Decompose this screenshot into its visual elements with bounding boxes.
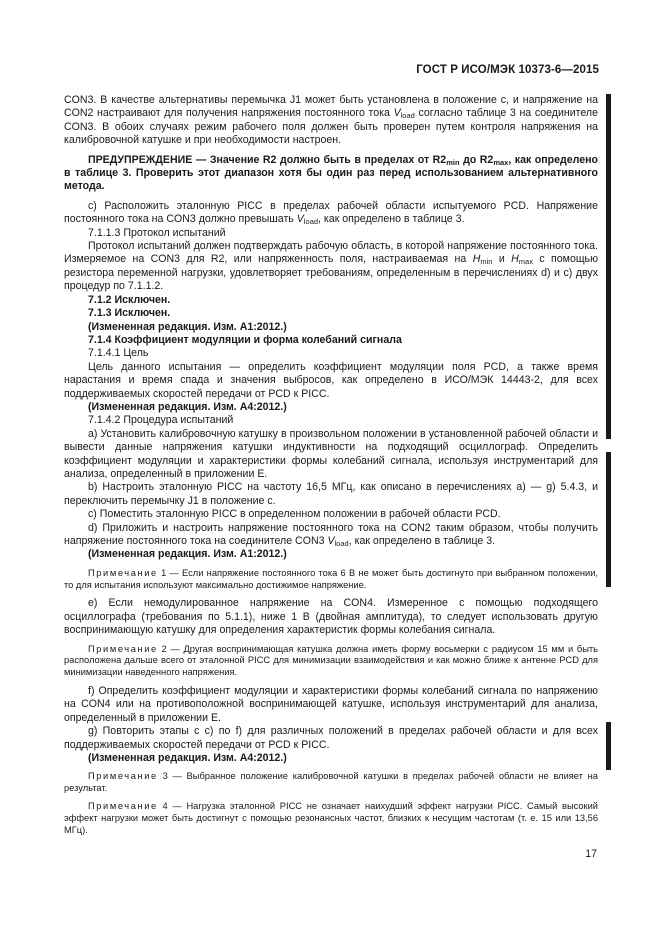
standard-header: ГОСТ Р ИСО/МЭК 10373-6—2015: [416, 64, 599, 76]
step-f: f) Определить коэффициент модуляции и характеристики формы колебаний сигнала по напряжению на CON4 или на противоположной воспринимающей катушке, используя инструментарий для анализа, определенный в приложении E.: [64, 685, 598, 724]
step-b: b) Настроить эталонную PICC на частоту 16,5 МГц, как описано в перечислениях a) — g) 5.4.3, и переключить перемычку J1 в положение c.: [64, 481, 598, 507]
warning-paragraph: ПРЕДУПРЕЖДЕНИЕ — Значение R2 должно быть в пределах от $R2_{min}$ до $R2_{max}$, как определено в таблице 3. Проверить этот диапазон хотя бы один раз перед использованием альтернативного метода.: [64, 153, 598, 193]
section-7141-heading: 7.1.4.1 Цель: [88, 347, 149, 360]
step-c2: c) Поместить эталонную PICC в определенном положении в рабочей области PCD.: [88, 508, 501, 521]
note-2: Примечание 2 — Другая воспринимающая катушка должна иметь форму восьмерки с радиусом 15 мм и быть расположена дальше всего от эталонной PICC для минимизации взаимодействия и как можно ближе к антенне PCD для минимизации наведенного напряжения.: [64, 643, 598, 678]
note-1: Примечание 1 — Если напряжение постоянного тока 6 В не может быть достигнуто при выбранном положении, то для испытания используют максимально достижимое напряжение.: [64, 567, 598, 590]
paragraph-con3: CON3. В качестве альтернативы перемычка J1 может быть установлена в положение c, и напряжение на CON2 настраивают для получения напряжения постоянного тока $V_{load}$ согласно таблице 3 на соединителе CON3. В обоих случаях режим рабочего поля должен быть проверен путем контроля напряжения на калибровочной катушке и при необходимости настроен.: [64, 94, 599, 147]
goal-paragraph: Цель данного испытания — определить коэффициент модуляции поля PCD, а также время нарастания и время спада и значения выбросов, как определено в ИСО/МЭК 14443-2, для всех поддерживаемых скоростей передачи от PCD к PICC.: [64, 360, 598, 400]
section-7113-heading: 7.1.1.3 Протокол испытаний: [88, 226, 226, 239]
change-bar: [606, 452, 611, 587]
step-c: c) Расположить эталонную PICC в пределах рабочей области испытуемого PCD. Напряжение постоянного тока на CON3 должно превышать $V_{load}$, как определено в таблице 3.: [64, 199, 598, 227]
document-body: [64, 94, 598, 836]
section-713-heading: 7.1.3 Исключен.: [88, 307, 171, 320]
section-714-heading: 7.1.4 Коэффициент модуляции и форма колебаний сигнала: [88, 333, 402, 346]
section-712-heading: 7.1.2 Исключен.: [88, 293, 171, 306]
note-4: Примечание 4 — Нагрузка эталонной PICC не означает наихудший эффект нагрузки PICC. Самый высокий эффект нагрузки может быть достигнут с помощью резонансных частот, близких к несущим частотам (т. е. 15 или 13,56 МГц).: [64, 801, 599, 835]
step-e: e) Если немодулированное напряжение на CON4. Измеренное с помощью подходящего осциллографа (требования по 5.1.1), ниже 1 В (двойная амплитуда), то следует использовать другую воспринимающую катушку для определения характеристик формы колебания сигнала.: [64, 597, 598, 637]
step-d: d) Приложить и настроить напряжение постоянного тока на CON2 таким образом, чтобы получить напряжение постоянного тока на соединителе CON3 $V_{load}$, как определено в таблице 3.: [64, 521, 598, 548]
step-g: g) Повторить этапы с c) по f) для различных положений в пределах рабочей области и для всех поддерживаемых скоростей передачи от PCD к PICC.: [64, 725, 598, 751]
change-bar: [606, 722, 611, 770]
change-bar: [606, 94, 611, 439]
page-number: 17: [585, 848, 597, 860]
section-7142-heading: 7.1.4.2 Процедура испытаний: [88, 414, 234, 427]
amendment-note: (Измененная редакция. Изм. А1:2012.): [88, 548, 287, 561]
amendment-note: (Измененная редакция. Изм. А4:2012.): [88, 400, 287, 413]
amendment-note: (Измененная редакция. Изм. А1:2012.): [88, 320, 287, 333]
note-3: Примечание 3 — Выбранное положение калибровочной катушки в пределах рабочей области не влияет на результат.: [64, 771, 598, 794]
amendment-note: (Измененная редакция. Изм. А4:2012.): [88, 752, 287, 765]
protocol-paragraph: Протокол испытаний должен подтверждать рабочую область, в которой напряжение постоянного тока. Измеряемое на CON3 для R2, или напряженность поля, настраиваемая на $H_{min}$ и $H_{max}$ с помощью резистора переменной нагрузки, удовлетворяет требованиям, определенным в перечислениях d) и c) двух процедур по 7.1.1.2.: [64, 240, 599, 293]
step-a: a) Установить калибровочную катушку в произвольном положении в установленной рабочей области и вывести данные напряжения катушки индуктивности на подходящий осциллограф. Определить коэффициент модуляции и характеристики формы колебаний сигнала, используя инструментарий для анализа, определенный в приложении E.: [64, 427, 598, 480]
